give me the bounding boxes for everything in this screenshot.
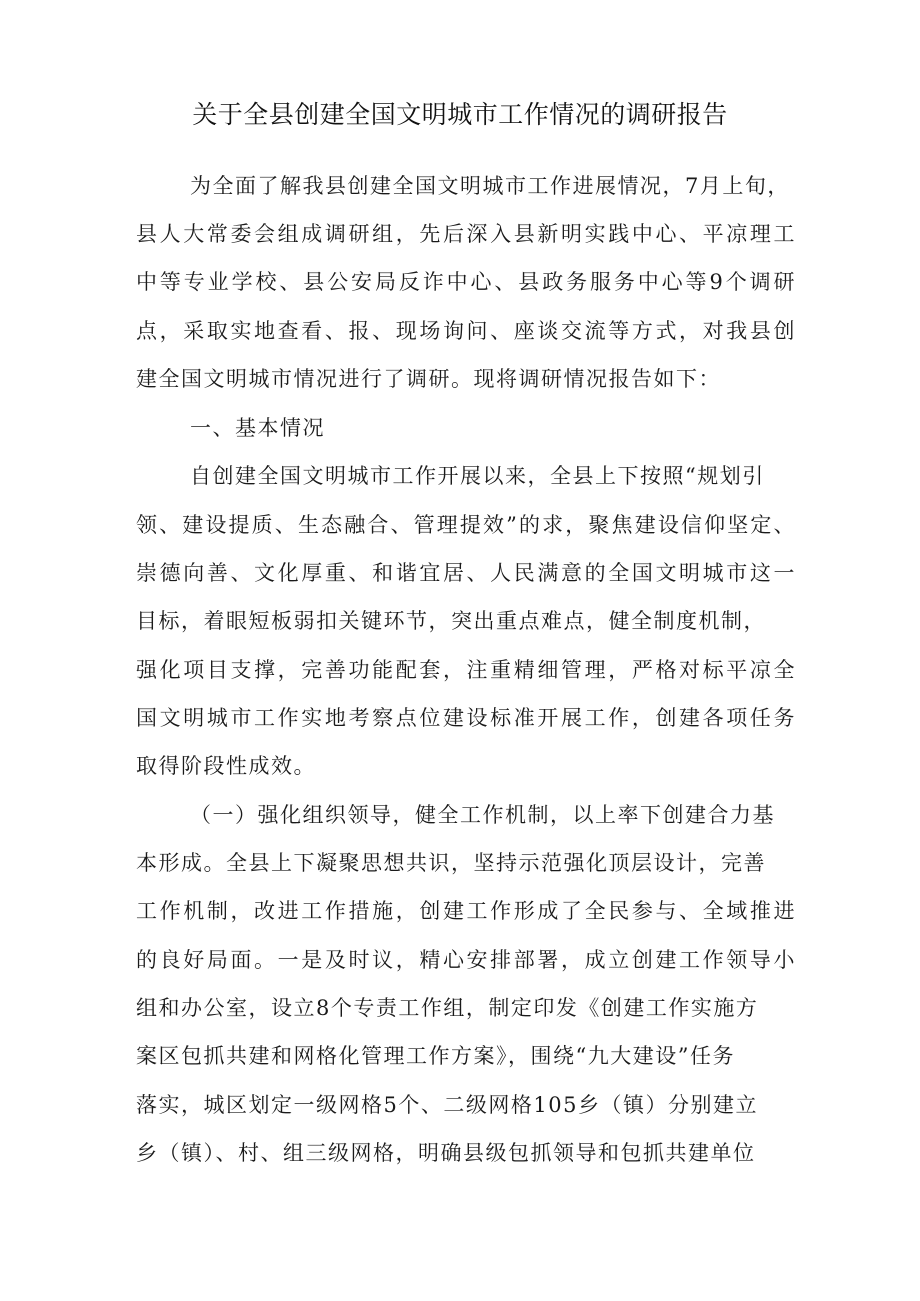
section-heading: 一、基本情况: [190, 416, 325, 440]
paragraph-line: 中等专业学校、县公安局反诈中心、县政务服务中心等9个调研: [136, 270, 796, 294]
paragraph-line: 强化项目支撑，完善功能配套，注重精细管理，严格对标平凉全: [136, 658, 796, 682]
paragraph-line: 落实，城区划定一级网格5个、二级网格105乡（镇）分别建立: [136, 1093, 758, 1117]
paragraph-line: 取得阶段性成效。: [136, 754, 316, 778]
paragraph-line: 崇德向善、文化厚重、和谐宜居、人民满意的全国文明城市这一: [136, 561, 796, 585]
paragraph-line: 国文明城市工作实地考察点位建设标准开展工作，创建各项任务: [136, 706, 796, 730]
document-title: 关于全县创建全国文明城市工作情况的调研报告: [192, 100, 728, 129]
paragraph-line: 案区包抓共建和网格化管理工作方案》，围绕“九大建设”任务: [136, 1044, 735, 1068]
paragraph-line: 本形成。全县上下凝聚思想共识，坚持示范强化顶层设计，完善: [136, 851, 766, 875]
paragraph-line: 工作机制，改进工作措施，创建工作形成了全民参与、全域推进: [136, 899, 796, 923]
paragraph-line: 为全面了解我县创建全国文明城市工作进展情况，7月上旬，: [190, 174, 790, 198]
paragraph-line: 的良好局面。一是及时议，精心安排部署，成立创建工作领导小: [136, 948, 796, 972]
paragraph-line: 组和办公室，设立8个专责工作组，制定印发《创建工作实施方: [136, 996, 759, 1020]
paragraph-line: 县人大常委会组成调研组，先后深入县新明实践中心、平凉理工: [136, 222, 796, 246]
paragraph-line: 建全国文明城市情况进行了调研。现将调研情况报告如下：: [136, 367, 721, 391]
paragraph-line: 乡（镇）、村、组三级网格，明确县级包抓领导和包抓共建单位: [136, 1141, 756, 1165]
paragraph-line: 领、建设提质、生态融合、管理提效”的求，聚焦建设信仰坚定、: [136, 513, 796, 537]
paragraph-line: 目标，着眼短板弱扣关键环节，突出重点难点，健全制度机制，: [136, 609, 766, 633]
paragraph-line: 自创建全国文明城市工作开展以来，全县上下按照“规划引: [190, 464, 765, 488]
subsection-heading: （一）强化组织领导，健全工作机制，以上率下创建合力基: [190, 803, 775, 827]
paragraph-line: 点，采取实地查看、报、现场询问、座谈交流等方式，对我县创: [136, 319, 796, 343]
